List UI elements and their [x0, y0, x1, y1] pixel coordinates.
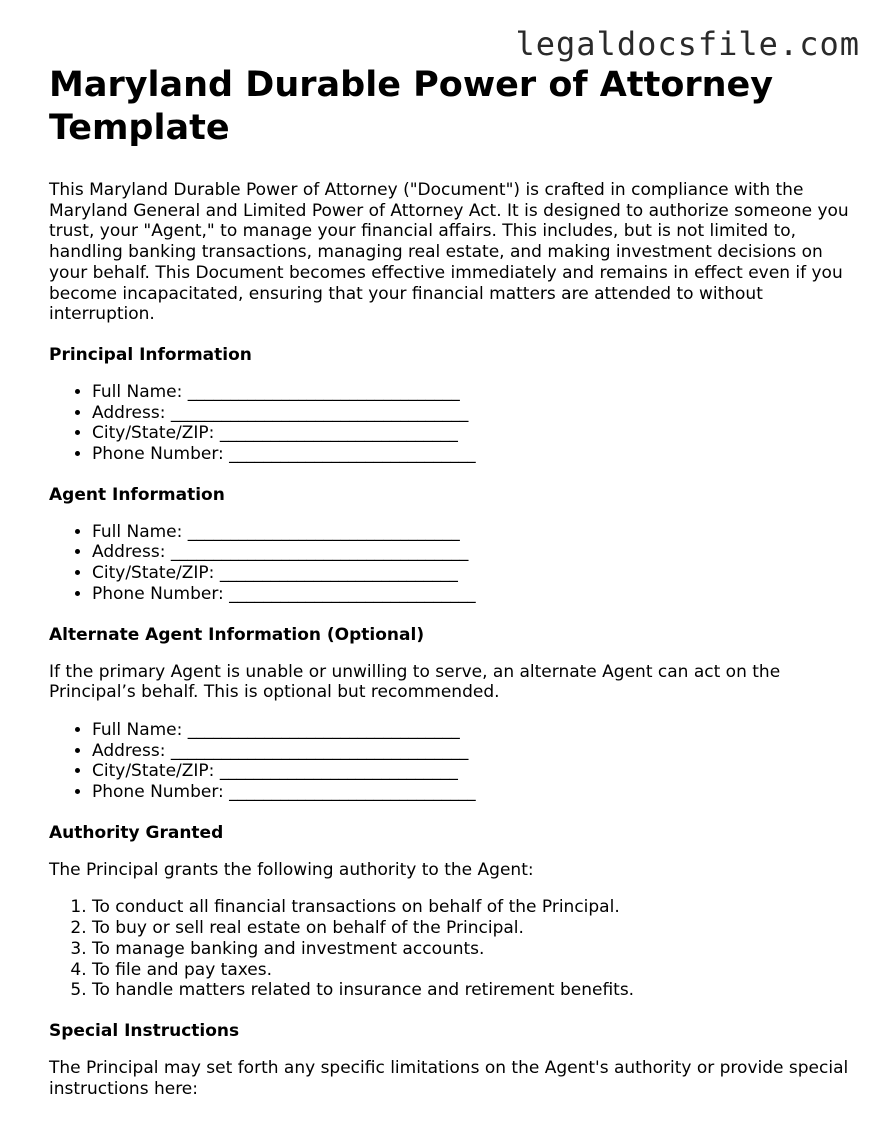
principal-heading: Principal Information [49, 344, 252, 365]
principal-phone-field: • Phone Number: _____________________________ [92, 444, 849, 465]
principal-city-state-zip-field: • City/State/ZIP: ____________________________ [92, 423, 849, 444]
authority-item: 3. To manage banking and investment accounts. [92, 939, 849, 960]
alternate-agent-fields [49, 720, 849, 803]
authority-item: 1. To conduct all financial transactions on behalf of the Principal. [92, 897, 849, 918]
authority-item: 5. To handle matters related to insurance and retirement benefits. [92, 980, 849, 1001]
agent-heading: Agent Information [49, 484, 225, 505]
alternate-agent-heading: Alternate Agent Information (Optional) [49, 624, 425, 645]
alternate-agent-text: If the primary Agent is unable or unwilling to serve, an alternate Agent can act on the Principal’s behalf. This is optional but recommended. [49, 661, 781, 703]
authority-heading: Authority Granted [49, 822, 224, 843]
special-instructions-text: The Principal may set forth any specific limitations on the Agent's authority or provide special instructions here: [49, 1057, 849, 1099]
agent-phone-field: • Phone Number: _____________________________ [92, 584, 849, 605]
agent-fields [49, 522, 849, 605]
agent-city-state-zip-field: • City/State/ZIP: ____________________________ [92, 563, 849, 584]
authority-list [49, 897, 849, 1001]
document-title: Maryland Durable Power of Attorney Template [49, 65, 774, 148]
special-instructions-heading: Special Instructions [49, 1020, 240, 1041]
intro-paragraph: This Maryland Durable Power of Attorney ("Document") is crafted in compliance with the Maryland General and Limited Power of Attorney Act. It is designed to authorize someone you trust, your "Agent," to manage your financial affairs. This includes, but is not limited to, handling banking transactions, managing real estate, and making investment decisions on your behalf. This Document becomes effective immediately and remains in effect even if you become incapacitated, ensuring that your financial matters are attended to without interruption. [49, 180, 849, 325]
alternate-phone-field: • Phone Number: _____________________________ [92, 782, 849, 803]
agent-full-name-field: • Full Name: ________________________________ [92, 522, 849, 543]
authority-item: 4. To file and pay taxes. [92, 960, 849, 981]
authority-item: 2. To buy or sell real estate on behalf of the Principal. [92, 918, 849, 939]
document-body [49, 64, 849, 1099]
principal-fields [49, 382, 849, 465]
alternate-full-name-field: • Full Name: ________________________________ [92, 720, 849, 741]
agent-address-field: • Address: ___________________________________ [92, 542, 849, 563]
site-watermark: legaldocsfile.com [515, 25, 860, 63]
principal-full-name-field: • Full Name: ________________________________ [92, 382, 849, 403]
alternate-city-state-zip-field: • City/State/ZIP: ____________________________ [92, 761, 849, 782]
principal-address-field: • Address: ___________________________________ [92, 403, 849, 424]
alternate-address-field: • Address: ___________________________________ [92, 741, 849, 762]
authority-text: The Principal grants the following authority to the Agent: [49, 859, 534, 880]
